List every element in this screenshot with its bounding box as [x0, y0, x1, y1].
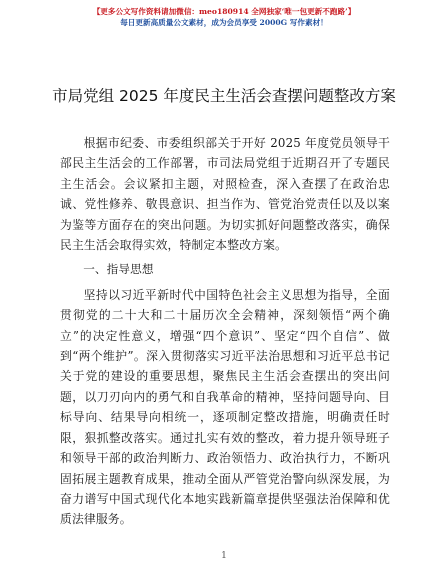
section-heading: 一、指导思想: [83, 262, 154, 277]
promo-banner: [0, 6, 448, 28]
intro-paragraph: 根据市纪委、市委组织部关于开好 2025 年度党员领导干部民主生活会的工作部署，市司法局党组于近期召开了专题民主生活会。会议紧扣主题，对照检查，深入查摆了在政治忠诚、党性修养、敬畏意识、担当作为、管党治党责任以及以案为鉴等方面存在的突出问题。为切实抓好问题整改落实，确保民主生活会取得实效，特制定本整改方案。: [60, 136, 390, 253]
promo-line-1: 【更多公文写作资料请加微信：meo180914 全网独家‘唯一包更新不跑路’】: [92, 7, 356, 16]
promo-line-2: 每日更新高质量公文素材，成为会员享受 2000G 写作素材！: [120, 18, 328, 27]
section-paragraph: 坚持以习近平新时代中国特色社会主义思想为指导，全面贯彻党的二十大和二十届历次全会精神，深刻领悟“两个确立”的决定性意义，增强“四个意识”、坚定“四个自信”、做到“两个维护”。深入贯彻落实习近平法治思想和习近平总书记关于党的建设的重要思想，聚焦民主生活会查摆出的突出问题，以刀刃向内的勇气和自我革命的精神，坚持问题导向、目标导向、结果导向相统一，逐项制定整改措施，明确责任时限，狠抓整改落实。通过扎实有效的整改，着力提升领导班子和领导干部的政治判断力、政治领悟力、政治执行力，不断巩固拓展主题教育成果，推动全面从严管党治警向纵深发展，为奋力谱写中国式现代化本地实践新篇章提供坚强法治保障和优质法律服务。: [60, 287, 390, 527]
document-body: [60, 133, 390, 534]
page-number: 1: [221, 551, 227, 561]
document-title: 市局党组 2025 年度民主生活会查摆问题整改方案: [52, 87, 396, 105]
